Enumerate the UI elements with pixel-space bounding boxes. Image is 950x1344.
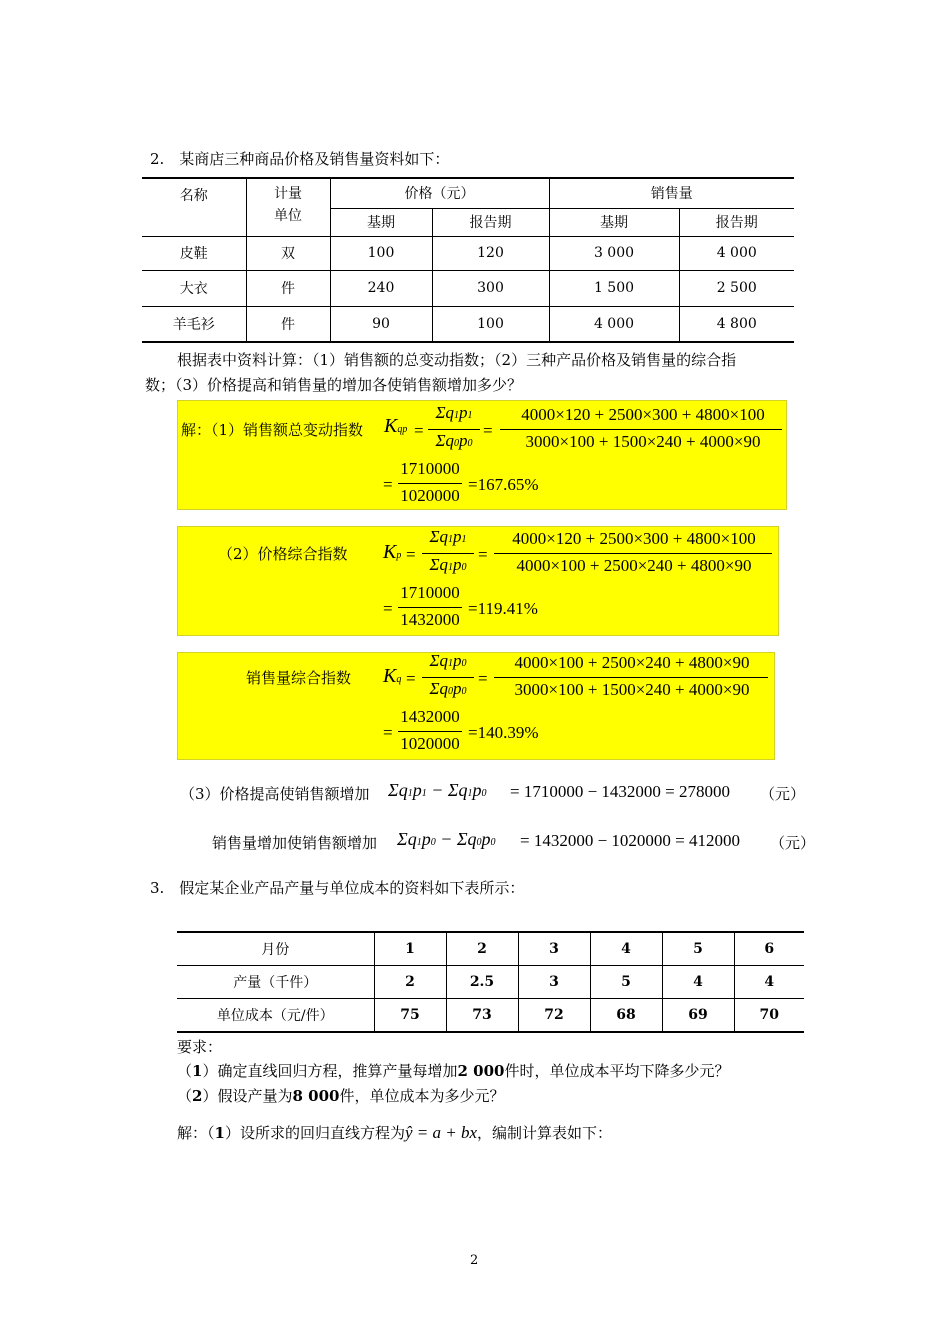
header-sales: 销售量 [549,178,794,208]
sol3-denominator: 3000×100 + 1500×240 + 4000×90 [514,680,750,699]
symbol-k: Kp [383,541,402,563]
sol3-result: =140.39% [468,723,539,742]
header-price-base: 基期 [330,208,432,236]
sol2-numerator: 4000×120 + 2500×300 + 4800×100 [512,529,756,548]
cell-name: 大衣 [142,270,246,306]
sol1-result-num: 1710000 [400,459,460,478]
cell-q0: 3 000 [549,236,679,270]
solution-box-1: 解：（1）销售额总变动指数 Kqp = Σq1p1 Σq0p0 = 4000×120 + 2500×300 + 4800×100 3000×100 + 1500×240 + 4000×90 = 1710000 1020000 =167.65% [177,400,787,510]
sigma-den: Σq0p0 [435,431,473,450]
symbol-k: Kqp [384,415,408,437]
sol1-result: =167.65% [468,475,539,494]
q2-intro: 2. 某商店三种商品价格及销售量资料如下： [150,150,450,168]
cell-p0: 240 [330,270,432,306]
table-row: 产量（千件） 2 2.5 3 5 4 4 [177,965,804,998]
table-row [142,236,794,270]
cell-p1: 100 [432,306,549,342]
sigma-den: Σq1p0 [429,555,467,574]
sol1-label: 解：（1）销售额总变动指数 [181,421,364,439]
inc2-unit: （元） [770,834,816,852]
q3-table [177,931,804,1033]
header-price-report: 报告期 [432,208,549,236]
sigma-num: Σq1p1 [435,403,473,422]
inc1-expr: = 1710000 − 1432000 = 278000 [510,782,731,801]
cell-q0: 4 000 [549,306,679,342]
row-label: 单位成本（元/件） [177,998,374,1032]
sol1-numerator: 4000×120 + 2500×300 + 4800×100 [521,405,765,424]
sol2-result: =119.41% [468,599,538,618]
cell-q1: 4 000 [716,245,757,261]
sol3-label: 销售量综合指数 [246,669,352,687]
row-label: 月份 [177,932,374,965]
table-row: 单位成本（元/件） 75 73 72 68 69 70 [177,998,804,1032]
inc1-unit: （元） [760,785,806,803]
q2-table [142,177,794,343]
cell-name: 皮鞋 [142,236,246,270]
cell-p0: 90 [330,306,432,342]
page-number: 2 [470,1253,479,1268]
sol3-numerator: 4000×100 + 2500×240 + 4800×90 [514,653,750,672]
sol1-result-den: 1020000 [400,486,460,505]
q3-intro: 3. 假定某企业产品产量与单位成本的资料如下表所示： [150,879,525,897]
solution-box-2: （2）价格综合指数 Kp = Σq1p1 Σq1p0 = 4000×120 + 2500×300 + 4800×100 4000×100 + 2500×240 + 4800×90 = 1710000 1432000 =119.41% [177,526,779,636]
cell-unit: 件 [246,270,330,306]
cell-unit: 双 [246,236,330,270]
cell-q1: 2 500 [716,280,757,296]
sol2-result-den: 1432000 [400,610,460,629]
header-name: 名称 [142,178,246,236]
sol1-denominator: 3000×100 + 1500×240 + 4000×90 [525,432,761,451]
cell-p1: 300 [432,270,549,306]
q3-req1: （1）确定直线回归方程，推算产量每增加2 000件时，单位成本平均下降多少元？ [177,1062,730,1080]
table-row [142,306,794,342]
header-sales-report: 报告期 [715,215,758,231]
q3-req: 要求： [177,1038,223,1056]
symbol-k: Kq [383,665,402,687]
sigma-num: Σq1p1 [429,527,467,546]
cell-p1: 120 [432,236,549,270]
inc1-sigma: Σq1p1 − Σq1p0 [388,780,487,800]
inc2-expr: = 1432000 − 1020000 = 412000 [520,831,741,850]
inc1-label: （3）价格提高使销售额增加 [180,785,370,803]
header-price: 价格（元） [330,178,549,208]
header-sales-base: 基期 [549,208,679,236]
cell-name: 羊毛衫 [142,306,246,342]
q3-solution-line: 解：（1）设所求的回归直线方程为ŷ = a + bx，编制计算表如下： [177,1123,613,1142]
cell-q0: 1 500 [549,270,679,306]
q2-task-line1: 根据表中资料计算：（1）销售额的总变动指数；（2）三种产品价格及销售量的综合指 [177,351,737,369]
sol2-label: （2）价格综合指数 [218,545,348,563]
solution-box-3: 销售量综合指数 Kq = Σq1p0 Σq0p0 = 4000×100 + 2500×240 + 4800×90 3000×100 + 1500×240 + 4000×90 = 1432000 1020000 =140.39% [177,652,775,760]
sol2-denominator: 4000×100 + 2500×240 + 4800×90 [516,556,752,575]
header-unit: 计量 单位 [246,178,330,236]
sol3-result-num: 1432000 [400,707,460,726]
q2-task-line2: 数；（3）价格提高和销售量的增加各使销售额增加多少？ [145,376,523,394]
sol3-result-den: 1020000 [400,734,460,753]
sigma-den: Σq0p0 [429,679,467,698]
table-row [142,270,794,306]
sigma-num: Σq1p0 [429,651,467,670]
inc2-label: 销售量增加使销售额增加 [212,834,378,852]
cell-q1: 4 800 [716,315,757,332]
inc2-sigma: Σq1p0 − Σq0p0 [397,829,496,849]
row-label: 产量（千件） [177,965,374,998]
q3-req2: （2）假设产量为8 000件，单位成本为多少元？ [177,1087,505,1105]
cell-unit: 件 [246,306,330,342]
table-row: 月份 1 2 3 4 5 6 [177,932,804,965]
cell-p0: 100 [330,236,432,270]
sol2-result-num: 1710000 [400,583,460,602]
